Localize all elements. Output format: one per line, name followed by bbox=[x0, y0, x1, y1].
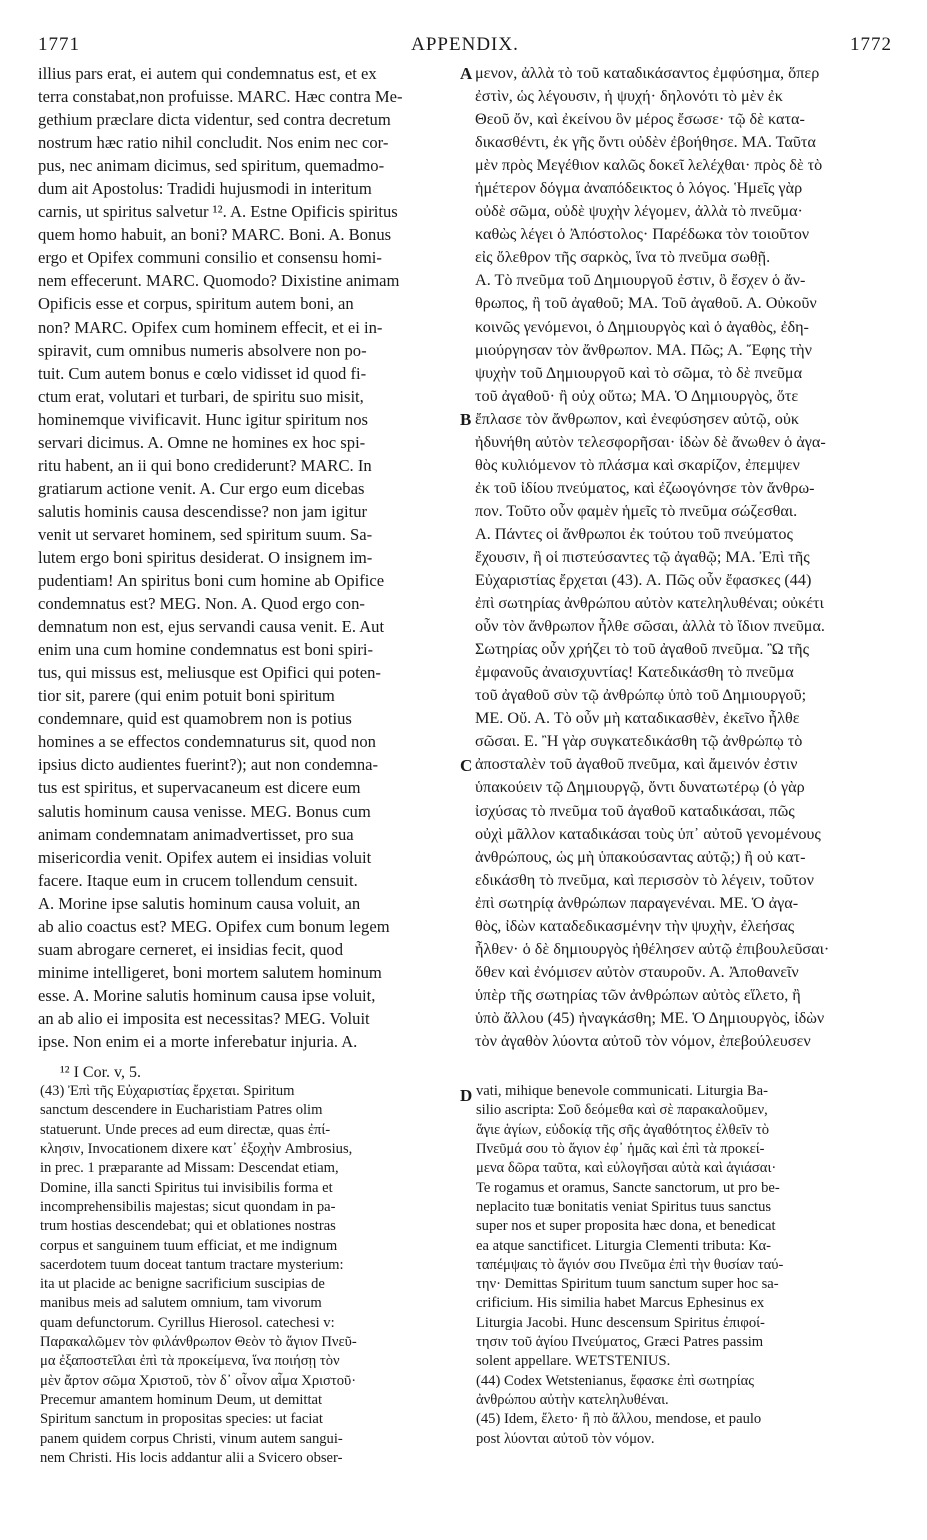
latin-text-line: tuit. Cum autem bonus e cœlo vidisset id quod fi- bbox=[38, 363, 367, 383]
latin-text-line: demnatum non est, ejus servandi causa venit. E. Aut bbox=[38, 617, 385, 637]
latin-text-line: lutem ergo boni spiritus desiderat. O insignem im- bbox=[38, 547, 373, 567]
greek-text-line: Εὐχαριστίας ἔρχεται (43). Α. Πῶς οὖν ἔφασκες (44) bbox=[475, 571, 812, 590]
note-line: ταπέμψαις τὸ ἅγιόν σου Πνεῦμα ἐπὶ τὴν θυσίαν ταύ- bbox=[476, 1256, 784, 1273]
note-line: ita ut placide ac benigne sacrificium suscipias de bbox=[40, 1276, 325, 1293]
note-line: Domine, illa sancti Spiritus tui invisibilis forma et bbox=[40, 1179, 333, 1196]
note-line: neplacito tuæ bonitatis veniat Spiritus tuus sanctus bbox=[476, 1198, 772, 1215]
note-line: Precemur amantem hominum Deum, ut demittat bbox=[40, 1392, 323, 1408]
latin-text-line: ab alio coactus est? MEG. Opifex cum bonum legem bbox=[38, 916, 390, 936]
latin-text-line: salutis hominum causa venisse. MEG. Bonus cum bbox=[38, 801, 371, 821]
note-line: vati, mihique benevole communicati. Liturgia Ba- bbox=[476, 1083, 768, 1099]
latin-text-line: gratiarum actione venit. A. Cur ergo eum dicebas bbox=[38, 478, 365, 498]
greek-text-line: ἀνθρώπους, ὡς μὴ ὑπακούσαντας αὐτῷ;) ἢ οὐ κατ- bbox=[475, 847, 806, 866]
latin-text-line: ctum erat, volutari et turbari, de spiritu suo misit, bbox=[38, 386, 364, 406]
note-line: manibus meis ad salutem omnium, tam vivorum bbox=[40, 1295, 322, 1312]
latin-text-line: salutis hominis causa descendisse? non jam igitur bbox=[38, 501, 368, 521]
latin-text-line: nostrum hæc ratio nihil concludit. Nos enim nec cor- bbox=[38, 133, 389, 153]
greek-text-line: μενον, ἀλλὰ τὸ τοῦ καταδικάσαντος ἐμφύσημα, ὅπερ bbox=[475, 64, 820, 82]
note-line: crificium. His similia habet Marcus Ephesinus ex bbox=[476, 1295, 765, 1312]
greek-text-line: ὑπακούειν τῷ Δημιουργῷ, ὄντι δυνατωτέρῳ (ὁ γὰρ bbox=[475, 778, 805, 797]
latin-text-line: misericordia venit. Opifex autem ei insidias voluit bbox=[38, 847, 372, 867]
latin-text-line: facere. Itaque eum in crucem tollendum censuit. bbox=[38, 870, 358, 890]
latin-text-line: pudentiam! An spiritus boni cum homine ab Opifice bbox=[38, 571, 385, 591]
note-line: corpus et sanguinem tuum efficiat, et me indignum bbox=[40, 1237, 338, 1254]
greek-text-line: εδικάσθη τὸ πνεῦμα, καὶ περισσὸν τὸ λέγειν, τοῦτον bbox=[475, 870, 814, 889]
greek-column bbox=[475, 62, 893, 1053]
latin-text-line: Opificis esse et corpus, spiritum autem boni, an bbox=[38, 294, 354, 314]
column-footnote: ¹² I Cor. v, 5. bbox=[60, 1064, 141, 1081]
greek-text-line: μὲν πρὸς Μεγέθιον καλῶς δοκεῖ λελέχθαι· πρὸς δὲ τὸ bbox=[475, 156, 823, 175]
note-line: quam defunctorum. Cyrillus Hierosol. catechesi v: bbox=[40, 1314, 335, 1331]
latin-text-line: suam abrogare cerneret, ei insidias fecit, quod bbox=[38, 939, 344, 959]
latin-text-line: gethium præclare dicta videntur, sed contra decretum bbox=[38, 110, 391, 130]
greek-text-line: πον. Τοῦτο οὖν φαμὲν ἡμεῖς τὸ πνεῦμα σώζεσθαι. bbox=[475, 501, 798, 520]
latin-text-line: tus est spiritus, et supervacaneum est dicere eum bbox=[38, 778, 361, 798]
section-marker-b: B bbox=[460, 410, 472, 429]
greek-text-line: οὐδὲ σῶμα, οὐδὲ ψυχὴν λέγομεν, ἀλλὰ τὸ πνεῦμα· bbox=[475, 202, 803, 221]
page-number-right: 1772 bbox=[850, 34, 892, 55]
note-line: statuerunt. Unde preces ad eum directæ, quas ἐπί- bbox=[40, 1121, 331, 1138]
latin-text-line: tus, qui missus est, meliusque est Opifici qui poten- bbox=[38, 663, 381, 683]
latin-text-line: non? MARC. Opifex cum hominem effecit, et ei in- bbox=[38, 317, 383, 337]
latin-text-line: ritu habent, an ii qui bono crediderunt? MARC. In bbox=[38, 455, 372, 475]
latin-column bbox=[38, 62, 456, 1053]
greek-text-line: θὸς κυλιόμενον τὸ πλάσμα καὶ σκαρίζον, ἐπεμψεν bbox=[475, 455, 800, 474]
greek-text-line: καθὼς λέγει ὁ Ἀπόστολος· Παρέδωκα τὸν τοιοῦτον bbox=[475, 225, 810, 244]
latin-text-line: condemnatus est? MEG. Non. A. Quod ergo con- bbox=[38, 594, 365, 614]
note-line: κλησιν, Invocationem dixere κατ᾽ ἐξοχὴν Ambrosius, bbox=[40, 1140, 353, 1157]
latin-text-line: pus, nec animam dicimus, sed spiritum, quemadmo- bbox=[38, 156, 385, 176]
note-line: sacerdotem tuum doceat tantum tractare mysterium: bbox=[40, 1256, 344, 1273]
greek-text-line: οὖν τὸν ἄνθρωπον ἦλθε σῶσαι, ἀλλὰ τὸ ἴδιον πνεῦμα. bbox=[475, 617, 825, 636]
note-line: Πνεῦμά σου τὸ ἅγιον ἐφ᾽ ἡμᾶς καὶ ἐπὶ τὰ προκεί- bbox=[476, 1140, 765, 1157]
note-line: (43) Ἐπὶ τῆς Εὐχαριστίας ἔρχεται. Spiritum bbox=[40, 1083, 295, 1099]
note-line: μὲν ἄρτον σῶμα Χριστοῦ, τὸν δ᾽ οἶνον αἷμα Χριστοῦ· bbox=[40, 1372, 357, 1389]
greek-text-line: ὑπὸ ἄλλου (45) ἠναγκάσθη; ΜΕ. Ὁ Δημιουργὸς, ἰδὼν bbox=[475, 1008, 825, 1027]
greek-text-line: ἰσχύσας τὸ πνεῦμα τοῦ ἀγαθοῦ καταδικάσαι, πῶς bbox=[475, 801, 795, 820]
note-line: nem Christi. His locis addantur alii a Svicero obser- bbox=[40, 1449, 343, 1466]
note-line: incomprehensibilis majestas; sicut quondam in pa- bbox=[40, 1198, 336, 1215]
latin-text-line: venit ut servaret hominem, sed spiritum suum. Sa- bbox=[38, 524, 373, 544]
latin-text-line: servari dicimus. A. Omne ne homines ex hoc spi- bbox=[38, 432, 366, 452]
note-line: Te rogamus et oramus, Sancte sanctorum, ut pro be- bbox=[476, 1179, 780, 1196]
greek-text-line: τοῦ ἀγαθοῦ σὺν τῷ ἀνθρώπῳ ὑπὸ τοῦ Δημιουργοῦ; bbox=[475, 686, 807, 705]
latin-text-line: hominemque vivificavit. Hunc igitur spiritum nos bbox=[38, 409, 368, 429]
latin-text-line: animam condemnatam animadvertisset, pro sua bbox=[38, 824, 354, 844]
note-line: τησιν τοῦ ἁγίου Πνεύματος, Græci Patres passim bbox=[476, 1334, 764, 1351]
latin-text-line: ipse. Non enim ei a morte inferebatur injuria. A. bbox=[38, 1031, 358, 1051]
latin-text-line: ergo et Opifex communi consilio et consensu homi- bbox=[38, 248, 382, 268]
section-marker-d: D bbox=[460, 1086, 473, 1105]
note-line: ea atque sanctificet. Liturgia Clementi tributa: Κα- bbox=[476, 1237, 771, 1254]
greek-text-line: τοῦ ἀγαθοῦ· ἢ οὐχ οὕτω; ΜΑ. Ὁ Δημιουργὸς, ὅτε bbox=[475, 386, 799, 405]
note-line: Spiritum sanctum in propositas species: ut faciat bbox=[40, 1411, 323, 1428]
greek-text-line: ἐστὶν, ὡς λέγουσιν, ἡ ψυχή· δηλονότι τὸ μὲν ἐκ bbox=[475, 87, 783, 106]
greek-text-line: μιούργησαν τὸν ἄνθρωπον. ΜΑ. Πῶς; Α. Ἔφης τὴν bbox=[475, 340, 812, 359]
note-line: post λύονται αὐτοῦ τὸν νόμον. bbox=[476, 1430, 655, 1447]
latin-text-line: minime intelligeret, boni mortem salutem hominum bbox=[38, 962, 382, 982]
greek-text-line: ἔπλασε τὸν ἄνθρωπον, καὶ ἐνεφύσησεν αὐτῷ, οὐκ bbox=[475, 409, 800, 428]
latin-text-line: condemnare, quid est quamobrem non is potius bbox=[38, 709, 352, 729]
latin-text-line: esse. A. Morine salutis hominum causa ipse voluit, bbox=[38, 985, 376, 1005]
greek-text-line: Θεοῦ ὄν, καὶ ἐκείνου ὃν μέρος ἔσωσε· τῷ δὲ κατα- bbox=[475, 110, 805, 129]
section-marker-a: A bbox=[460, 64, 473, 83]
note-line: μα ἐξαποστεῖλαι ἐπὶ τὰ προκείμενα, ἵνα ποιήσῃ τὸν bbox=[40, 1353, 340, 1370]
greek-text-line: Σωτηρίας οὖν χρήζει τὸ τοῦ ἀγαθοῦ πνεῦμα. Ὢ τῆς bbox=[475, 640, 809, 659]
note-line: panem quidem corpus Christi, vinum autem sangui- bbox=[40, 1430, 343, 1447]
latin-text-line: tior sit, parere (qui enim potuit boni spiritum bbox=[38, 686, 335, 706]
greek-text-line: ΜΕ. Οὔ. Α. Τὸ οὖν μὴ καταδικασθὲν, ἐκεῖνο ἦλθε bbox=[475, 709, 800, 728]
latin-text-line: nem effecerunt. MARC. Quomodo? Dixistine animam bbox=[38, 271, 400, 291]
note-line: ἅγιε ἁγίων, εὐδοκίᾳ τῆς σῆς ἀγαθότητος ἐλθεῖν τὸ bbox=[476, 1121, 770, 1138]
latin-text-line: quem homo habuit, an boni? MARC. Boni. A. Bonus bbox=[38, 225, 392, 245]
greek-text-line: ὑπὲρ τῆς σωτηρίας τῶν ἀνθρώπων αὐτὸς εἵλετο, ἢ bbox=[475, 985, 801, 1004]
greek-text-line: ἐκ τοῦ ἰδίου πνεύματος, καὶ ἐζωογόνησε τὸν ἄνθρω- bbox=[475, 478, 815, 497]
note-line: μενα δῶρα ταῦτα, καὶ εὐλογῆσαι αὐτὰ καὶ ἁγιάσαι· bbox=[476, 1160, 777, 1177]
note-line: solent appellare. WETSTENIUS. bbox=[476, 1353, 671, 1370]
greek-text-line: ἀποσταλὲν τοῦ ἀγαθοῦ πνεῦμα, καὶ ἄμεινόν ἐστιν bbox=[475, 755, 798, 774]
greek-text-line: ἡμέτερον δόγμα ἀναπόδεικτος ὁ λόγος. Ἡμεῖς γὰρ bbox=[475, 179, 803, 198]
greek-text-line: Α. Τὸ πνεῦμα τοῦ Δημιουργοῦ ἐστιν, ὃ ἔσχεν ὁ ἄν- bbox=[475, 271, 806, 290]
note-line: (44) Codex Wetstenianus, ἔφασκε ἐπὶ σωτηρίας bbox=[476, 1372, 755, 1389]
notes-right-column bbox=[476, 1082, 894, 1449]
greek-text-line: δικασθέντι, ἐκ γῆς ὄντι οὐδὲν ἐβοήθησε. ΜΑ. Ταῦτα bbox=[475, 133, 816, 152]
running-title: APPENDIX. bbox=[411, 34, 519, 55]
greek-text-line: τὸν ἀγαθὸν λύοντα αὐτοῦ τὸν νόμον, ἐπεβούλευσεν bbox=[475, 1031, 811, 1050]
greek-text-line: σῶσαι. Ε. Ἢ γὰρ συγκατεδικάσθη τῷ ἀνθρώπῳ τὸ bbox=[475, 732, 803, 751]
note-line: (45) Idem, ἔλετο· ἢ πὸ ἄλλου, mendose, et paulo bbox=[476, 1411, 762, 1428]
note-line: in prec. 1 præparante ad Missam: Descendat etiam, bbox=[40, 1160, 339, 1177]
greek-text-line: κοινῶς γενόμενοι, ὁ Δημιουργὸς καὶ ὁ ἀγαθὸς, ἐδη- bbox=[475, 317, 809, 336]
section-marker-c: C bbox=[460, 756, 473, 775]
greek-text-line: ἦλθεν· ὁ δὲ δημιουργὸς ἠθέλησεν αὐτῷ ἐπιβουλεῦσαι· bbox=[475, 939, 830, 958]
note-line: Liturgia Jacobi. Hunc descensum Spiritus ἐπιφοί- bbox=[476, 1314, 765, 1331]
greek-text-line: ἠδυνήθη αὐτὸν τελεσφορῆσαι· ἰδὼν δὲ ἄνωθεν ὁ ἀγα- bbox=[475, 432, 826, 451]
latin-text-line: carnis, ut spiritus salvetur ¹². A. Estne Opificis spiritus bbox=[38, 202, 398, 222]
latin-text-line: dum ait Apostolus: Tradidi hujusmodi in interitum bbox=[38, 179, 372, 199]
latin-text-line: A. Morine ipse salutis hominum causa voluit, an bbox=[38, 893, 361, 913]
notes-left-column bbox=[40, 1082, 456, 1468]
note-line: την· Demittas Spiritum tuum sanctum super hoc sa- bbox=[476, 1276, 779, 1293]
latin-text-line: homines a se effectos condemnaturus sit, quod non bbox=[38, 732, 376, 752]
page-number-left: 1771 bbox=[38, 34, 80, 55]
greek-text-line: Α. Πάντες οἱ ἄνθρωποι ἐκ τούτου τοῦ πνεύματος bbox=[475, 524, 793, 543]
greek-text-line: ἐπὶ σωτηρίᾳ ἀνθρώπων παραγενέναι. ΜΕ. Ὁ ἀγα- bbox=[475, 893, 799, 912]
greek-text-line: εἰς ὄλεθρον τῆς σαρκὸς, ἵνα τὸ πνεῦμα σωθῇ. bbox=[475, 248, 771, 267]
greek-text-line: ὅθεν καὶ ἐνόμισεν αὐτὸν σταυροῦν. Α. Ἀποθανεῖν bbox=[475, 962, 799, 981]
latin-text-line: ipsius dicto audientes fuerint?); aut non condemna- bbox=[38, 755, 379, 775]
greek-text-line: ἐμφανοῦς ἀναισχυντίας! Κατεδικάσθη τὸ πνεῦμα bbox=[475, 663, 794, 682]
greek-text-line: ἐπὶ σωτηρίας ἀνθρώπου αὐτὸν κατεληλυθέναι; οὐκέτι bbox=[475, 594, 824, 613]
note-line: sanctum descendere in Eucharistiam Patres olim bbox=[40, 1102, 323, 1119]
greek-text-line: οὐχὶ μᾶλλον καταδικάσαι τοὺς ὑπ᾽ αὐτοῦ γενομένους bbox=[475, 824, 821, 843]
note-line: ἀνθρώπου αὐτὴν κατεληλυθέναι. bbox=[476, 1392, 669, 1408]
latin-text-line: illius pars erat, ei autem qui condemnatus est, et ex bbox=[38, 64, 377, 83]
latin-text-line: enim una cum homine condemnatus est boni spiri- bbox=[38, 640, 374, 660]
latin-text-line: spiravit, cum omnibus numeris absolvere non po- bbox=[38, 340, 367, 360]
latin-text-line: terra constabat,non profuisse. MARC. Hæc contra Me- bbox=[38, 87, 403, 107]
note-line: Παρακαλῶμεν τὸν φιλάνθρωπον Θεὸν τὸ ἅγιον Πνεῦ- bbox=[40, 1334, 357, 1351]
greek-text-line: ἔχουσιν, ἢ οἱ πιστεύσαντες τῷ ἀγαθῷ; ΜΑ. Ἐπὶ τῆς bbox=[475, 547, 810, 566]
latin-text-line: an ab alio ei imposita est necessitas? MEG. Voluit bbox=[38, 1008, 370, 1028]
page-header bbox=[38, 34, 892, 56]
greek-text-line: ψυχὴν τοῦ Δημιουργοῦ καὶ τὸ σῶμα, τὸ δὲ πνεῦμα bbox=[475, 363, 803, 382]
note-line: super nos et super proposita hæc dona, et benedicat bbox=[476, 1218, 776, 1235]
note-line: trum hostias descendebat; qui et oblationes nostras bbox=[40, 1218, 336, 1235]
greek-text-line: θρωπος, ἢ τοῦ ἀγαθοῦ; ΜΑ. Τοῦ ἀγαθοῦ. Α. Οὐκοῦν bbox=[475, 294, 817, 313]
greek-text-line: θὸς, ἰδὼν καταδεδικασμένην τὴν ψυχὴν, ἐλεήσας bbox=[475, 916, 795, 935]
note-line: silio ascripta: Σοῦ δεόμεθα καὶ σὲ παρακαλοῦμεν, bbox=[476, 1102, 768, 1119]
